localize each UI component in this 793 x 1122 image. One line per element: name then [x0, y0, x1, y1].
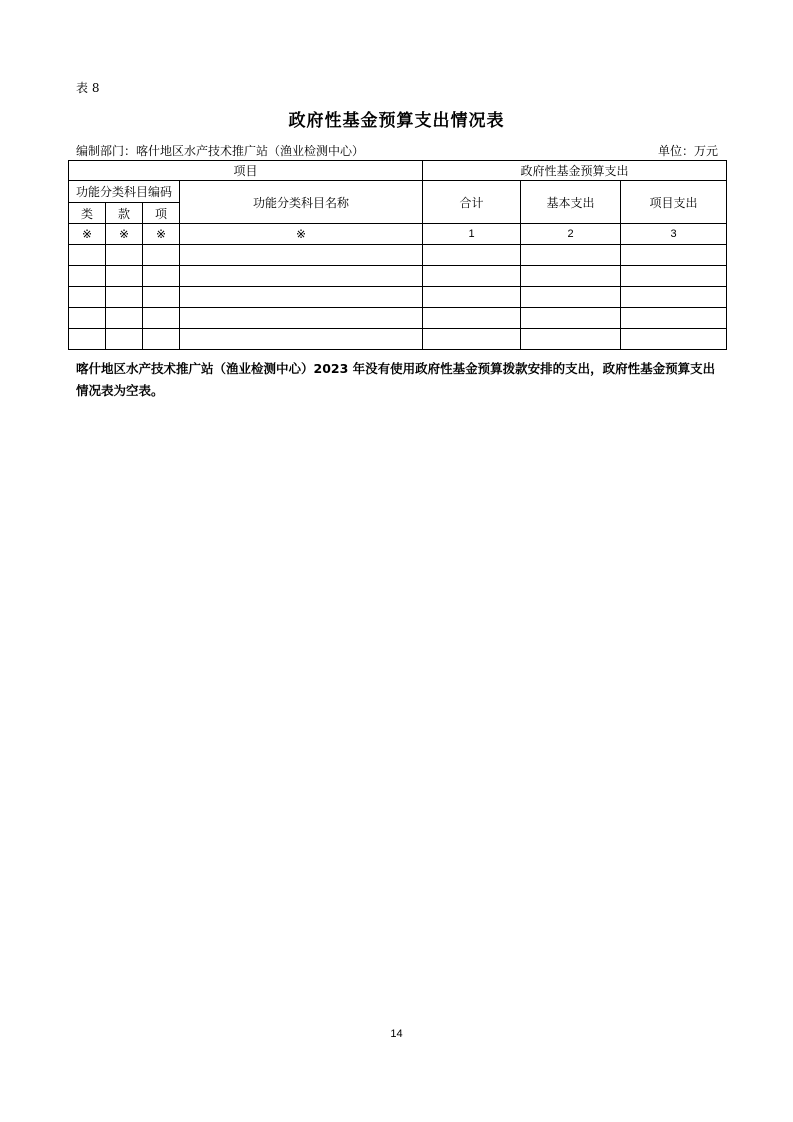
page-number: 14 — [390, 1028, 403, 1040]
header-total: 合计 — [423, 181, 521, 224]
table-row — [69, 245, 727, 266]
index-cell: 2 — [521, 224, 621, 245]
index-cell: ※ — [180, 224, 423, 245]
index-cell: ※ — [106, 224, 143, 245]
index-row — [69, 224, 727, 245]
header-kuan: 款 — [106, 203, 143, 224]
header-xiang: 项 — [143, 203, 180, 224]
page-title: 政府性基金预算支出情况表 — [288, 111, 505, 131]
index-cell: 1 — [423, 224, 521, 245]
table-row — [69, 287, 727, 308]
header-project: 项目支出 — [621, 181, 727, 224]
header-fund-expense: 政府性基金预算支出 — [423, 161, 727, 181]
index-cell: ※ — [69, 224, 106, 245]
table-number: 表 8 — [76, 81, 100, 95]
table-row — [69, 329, 727, 350]
unit-label: 单位：万元 — [657, 144, 718, 158]
department-label: 编制部门：喀什地区水产技术推广站（渔业检测中心） — [76, 144, 365, 158]
table-row — [69, 266, 727, 287]
index-cell: 3 — [621, 224, 727, 245]
header-basic: 基本支出 — [521, 181, 621, 224]
header-func-name: 功能分类科目名称 — [180, 181, 423, 224]
header-func-code: 功能分类科目编码 — [69, 181, 180, 203]
header-items: 项目 — [69, 161, 423, 181]
empty-table-note: 喀什地区水产技术推广站（渔业检测中心）2023 年没有使用政府性基金预算拨款安排的支出，政府性基金预算支出情况表为空表。 — [76, 361, 716, 398]
table-row — [69, 308, 727, 329]
index-cell: ※ — [143, 224, 180, 245]
header-lei: 类 — [69, 203, 106, 224]
expense-table — [68, 160, 727, 350]
